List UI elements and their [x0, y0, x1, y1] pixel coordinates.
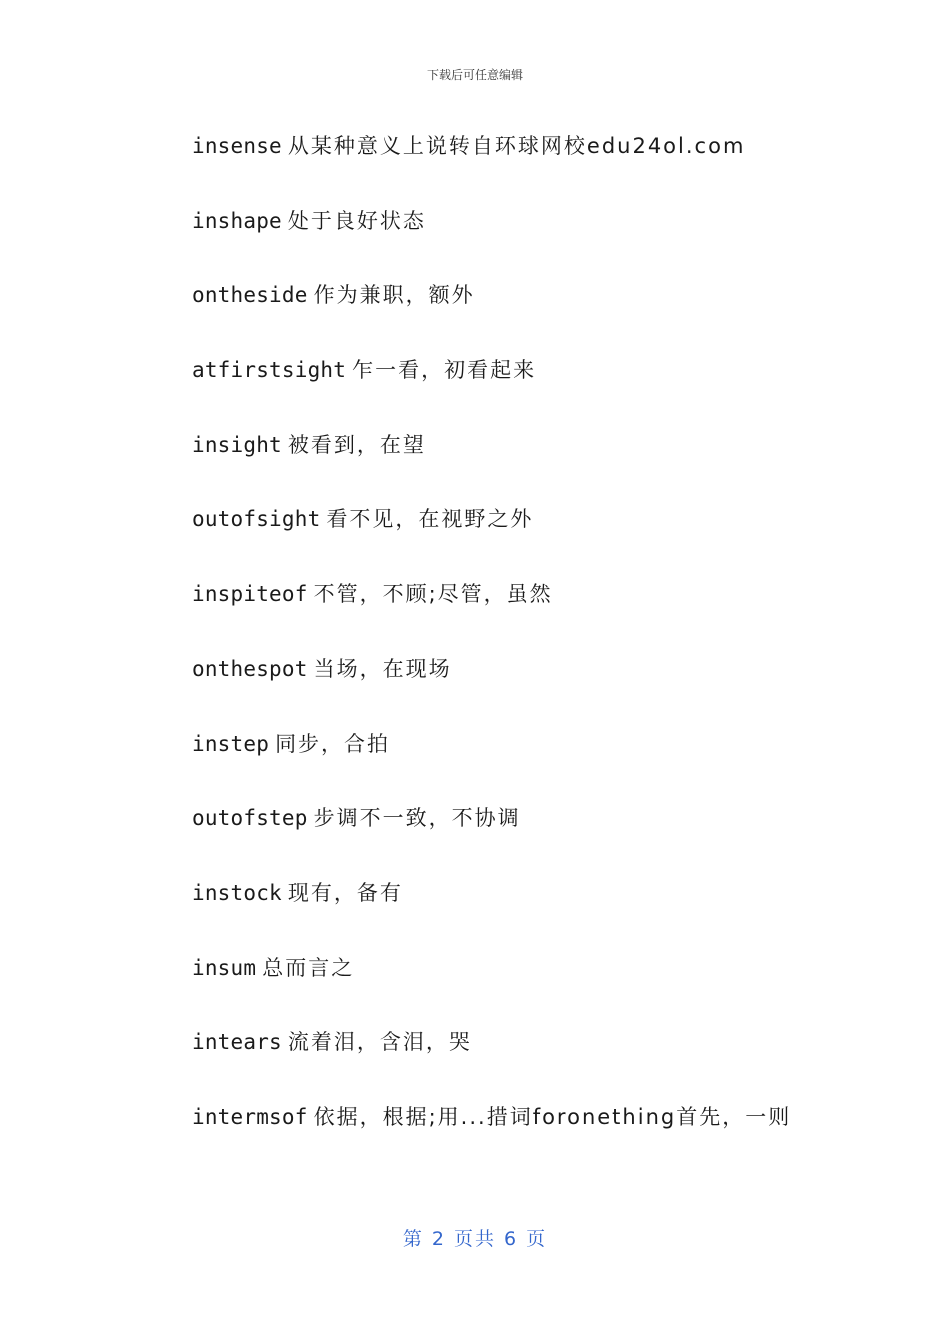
current-page-number: 2	[431, 1228, 446, 1250]
page-header: 下载后可任意编辑	[426, 68, 523, 82]
page-number-footer	[0, 1224, 950, 1251]
phrase-term: outofsight	[192, 507, 321, 532]
phrase-meaning: 处于良好状态	[287, 208, 426, 233]
phrase-term: inspiteof	[192, 582, 308, 607]
phrase-meaning: 乍一看，初看起来	[352, 358, 537, 383]
phrase-meaning: 被看到，在望	[287, 432, 426, 457]
phrase-meaning: 当场，在现场	[313, 656, 452, 681]
list-item	[192, 726, 892, 801]
list-item	[192, 950, 892, 1025]
phrase-term: intermsof	[192, 1104, 308, 1129]
list-item	[192, 277, 892, 352]
phrase-meaning: 从某种意义上说转自环球网校edu24ol.com	[287, 134, 746, 158]
phrase-term: instock	[192, 880, 282, 905]
list-item	[192, 651, 892, 726]
phrase-meaning: 依据，根据;用...措词foronething首先，一则	[313, 1104, 792, 1129]
list-item	[192, 427, 892, 502]
phrase-meaning: 同步，合拍	[275, 731, 391, 756]
list-item	[192, 501, 892, 576]
phrase-term: insense	[192, 134, 282, 158]
phrase-term: insum	[192, 955, 257, 980]
phrase-term: inshape	[192, 208, 282, 233]
phrase-term: ontheside	[192, 283, 308, 308]
list-item	[192, 576, 892, 651]
phrase-term: onthespot	[192, 656, 308, 681]
phrase-term: insight	[192, 432, 282, 457]
phrase-term: outofstep	[192, 806, 308, 831]
list-item	[192, 800, 892, 875]
list-item	[192, 203, 892, 278]
list-item	[192, 1024, 892, 1099]
phrase-meaning: 步调不一致，不协调	[313, 806, 521, 831]
phrase-meaning: 流着泪，含泪，哭	[287, 1030, 472, 1055]
phrase-meaning: 作为兼职，额外	[313, 283, 475, 308]
page-label-suffix: 页	[526, 1228, 548, 1250]
list-item	[192, 1099, 892, 1174]
phrase-meaning: 总而言之	[262, 955, 355, 980]
phrase-term: instep	[192, 731, 270, 756]
total-pages-number: 6	[504, 1228, 519, 1250]
phrase-meaning: 不管，不顾;尽管，虽然	[313, 582, 553, 607]
phrase-list	[192, 128, 892, 1174]
phrase-meaning: 看不见，在视野之外	[326, 507, 534, 532]
list-item	[192, 875, 892, 950]
page-label-middle: 页共	[453, 1228, 496, 1250]
list-item	[192, 128, 892, 203]
phrase-term: intears	[192, 1030, 282, 1055]
phrase-meaning: 现有，备有	[287, 880, 403, 905]
phrase-term: atfirstsight	[192, 358, 347, 383]
list-item	[192, 352, 892, 427]
page-label-prefix: 第	[402, 1228, 424, 1250]
